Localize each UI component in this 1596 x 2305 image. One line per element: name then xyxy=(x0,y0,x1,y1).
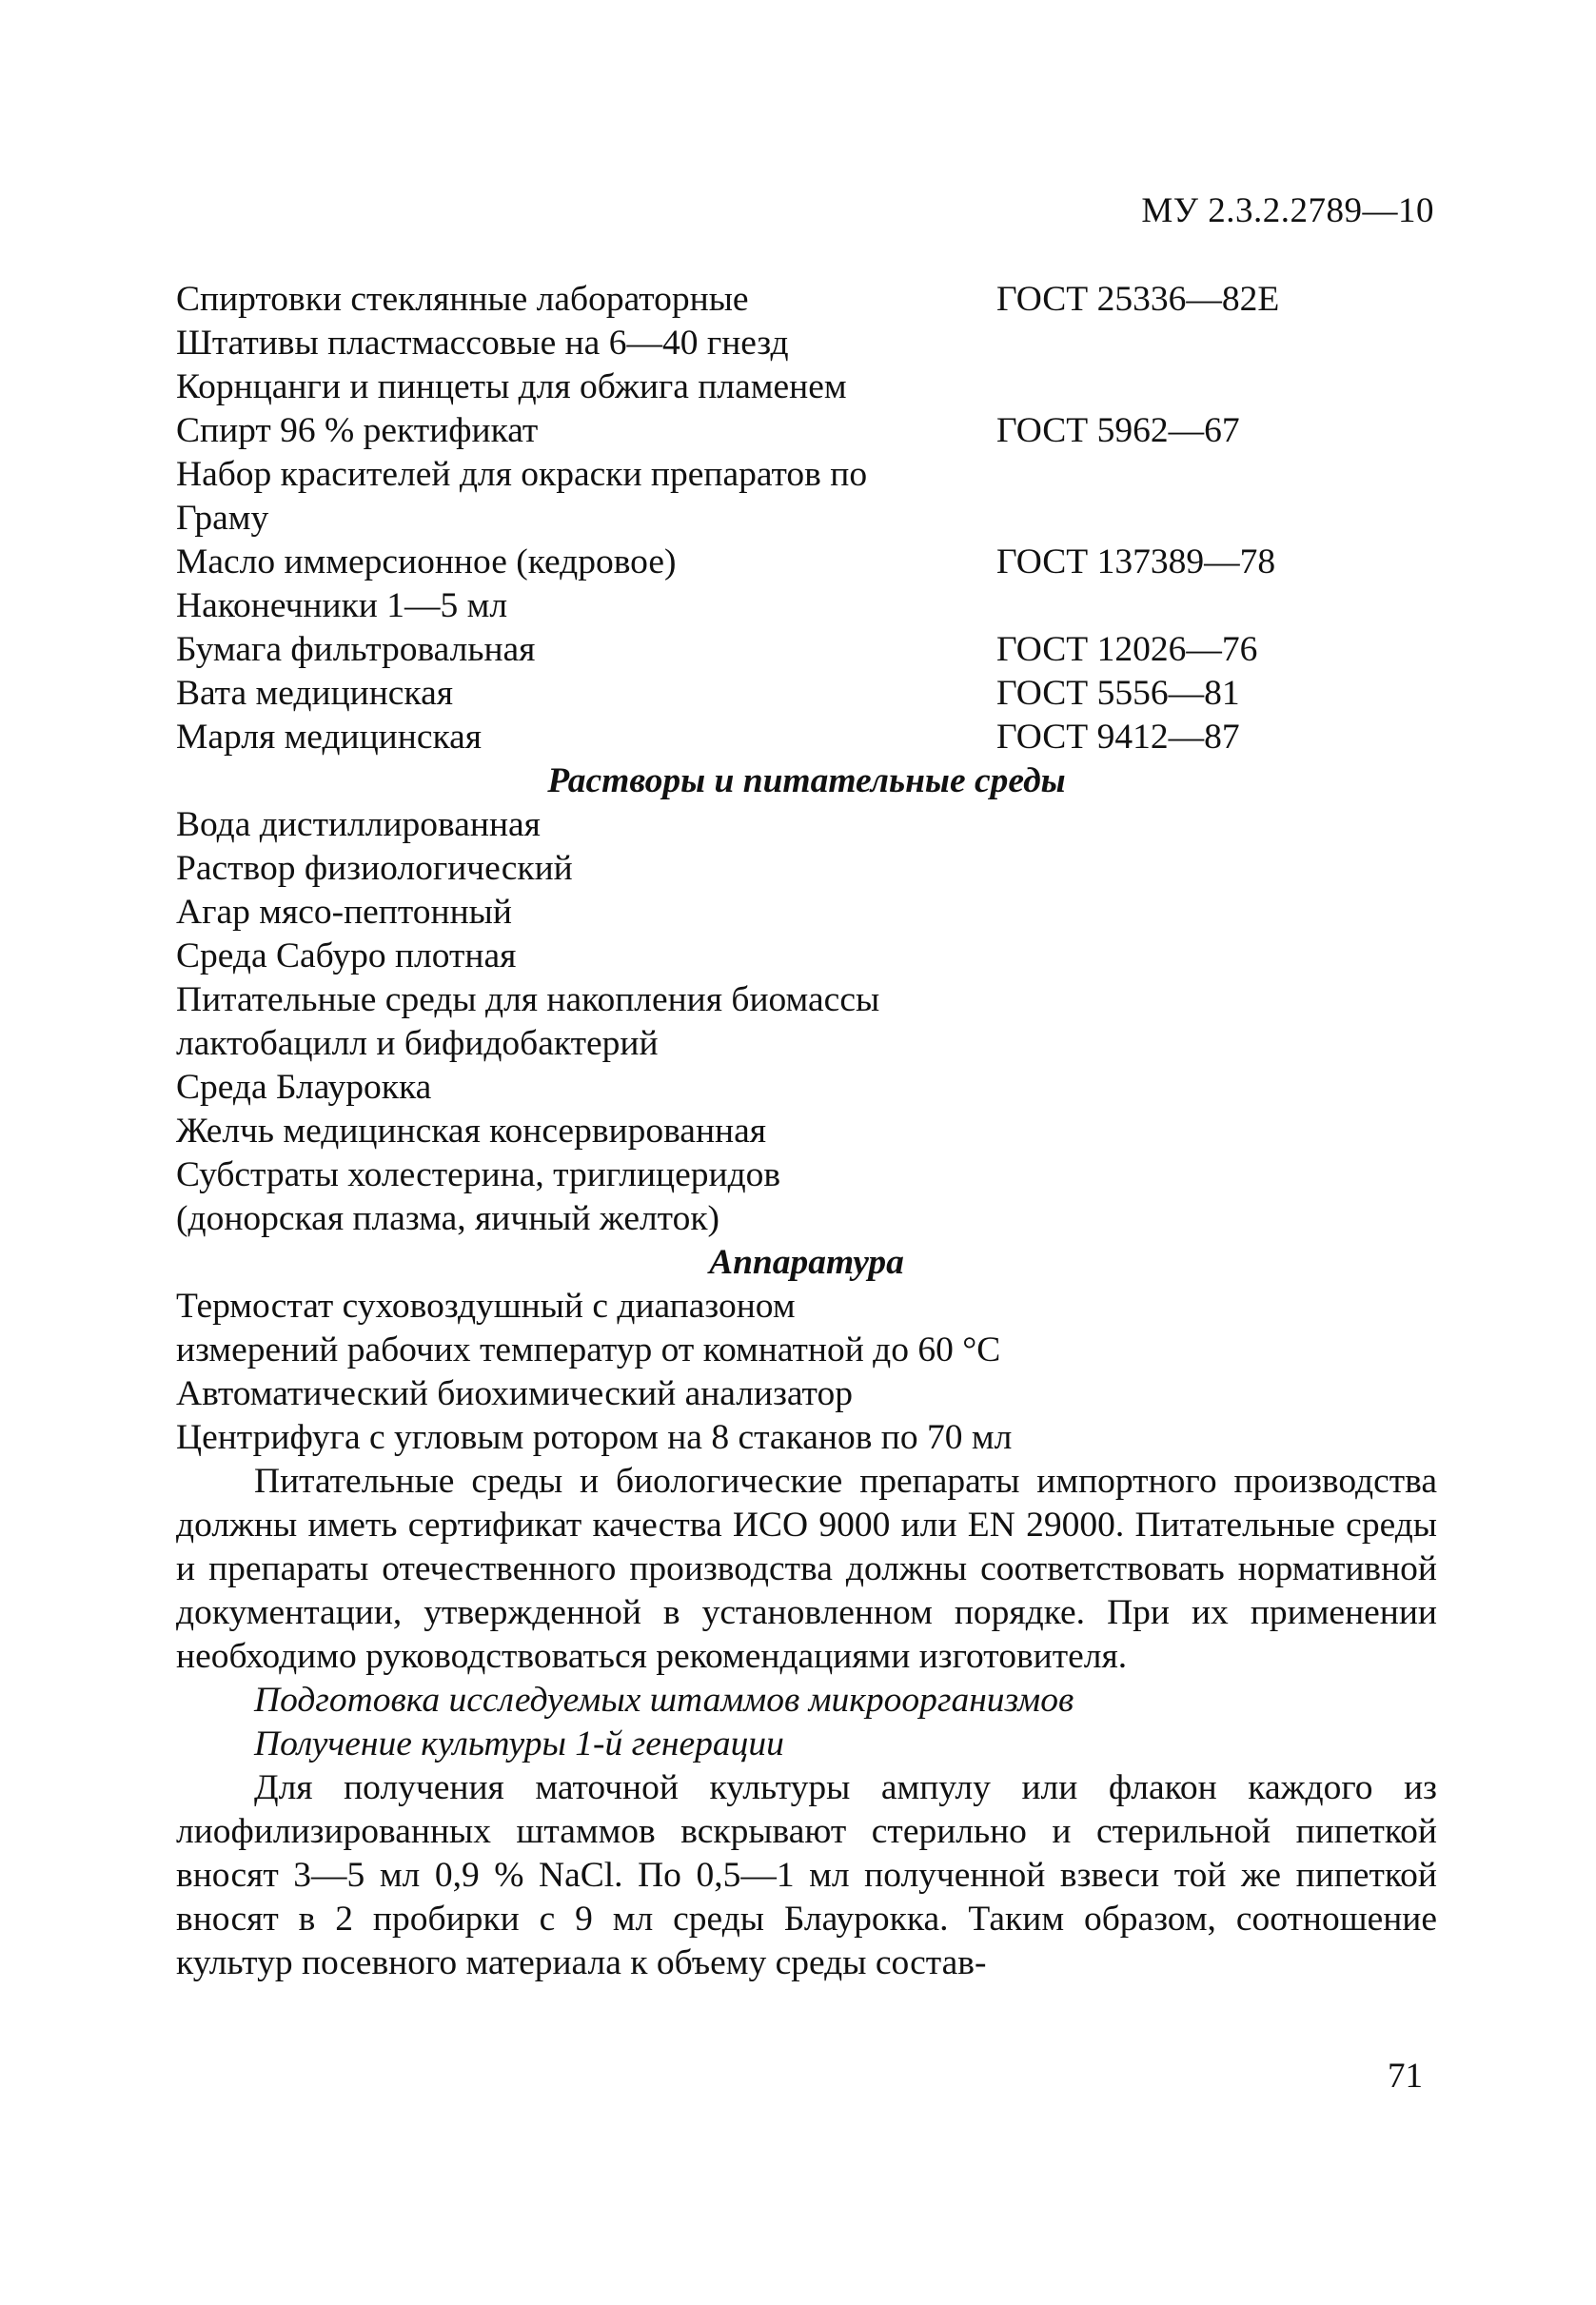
material-item xyxy=(176,584,1437,628)
material-name: Наконечники 1—5 мл xyxy=(176,586,508,625)
material-gost: ГОСТ 5962—67 xyxy=(996,411,1240,450)
list-item: лактобацилл и бифидобактерий xyxy=(176,1024,659,1063)
material-gost: ГОСТ 137389—78 xyxy=(996,542,1276,581)
material-item xyxy=(176,628,1437,672)
page-number: 71 xyxy=(1388,2057,1423,2096)
material-name: Спиртовки стеклянные лабораторные xyxy=(176,280,749,319)
material-item xyxy=(176,541,1437,584)
material-name: Бумага фильтровальная xyxy=(176,630,536,669)
list-item: Вода дистиллированная xyxy=(176,805,541,844)
material-name: Корнцанги и пинцеты для обжига пламенем xyxy=(176,367,847,406)
list-item: (донорская плазма, яичный желток) xyxy=(176,1199,720,1238)
material-name: Штативы пластмассовые на 6—40 гнезд xyxy=(176,324,789,363)
list-item: Среда Сабуро плотная xyxy=(176,936,517,975)
document-code-header: МУ 2.3.2.2789—10 xyxy=(1141,191,1434,230)
list-item: Питательные среды для накопления биомассы xyxy=(176,980,880,1019)
page-content xyxy=(176,278,1437,1985)
material-item xyxy=(176,497,1437,541)
list-item: Термостат суховоздушный с диапазоном xyxy=(176,1287,796,1326)
list-item: Агар мясо-пептонный xyxy=(176,893,512,932)
paragraph-import-certification: Питательные среды и биологические препараты импортного производства должны иметь сертификат качества ИСО 9000 или EN 29000. Питательные среды и препараты отечественного производства должны соответствовать нормативной документации, утвержденной в установленном порядке. При их применении необходимо руководствоваться рекомендациями изготовителя. xyxy=(176,1462,1437,1676)
material-gost: ГОСТ 12026—76 xyxy=(996,630,1258,669)
material-item xyxy=(176,716,1437,759)
material-name: Масло иммерсионное (кедровое) xyxy=(176,542,677,581)
list-item: Среда Блаурокка xyxy=(176,1068,432,1107)
material-item xyxy=(176,672,1437,716)
material-name: Граму xyxy=(176,499,269,538)
material-gost: ГОСТ 25336—82Е xyxy=(996,280,1280,319)
list-item: Автоматический биохимический анализатор xyxy=(176,1374,853,1413)
section-title-solutions: Растворы и питательные среды xyxy=(547,761,1066,800)
list-item: Желчь медицинская консервированная xyxy=(176,1112,766,1151)
material-name: Спирт 96 % ректификат xyxy=(176,411,539,450)
paragraph-mother-culture: Для получения маточной культуры ампулу или флакон каждого из лиофилизированных штаммов вскрывают стерильно и стерильной пипеткой вносят 3—5 мл 0,9 % NaCl. По 0,5—1 мл полученной взвеси той же пипеткой вносят в 2 пробирки с 9 мл среды Блаурокка. Таким образом, соотношение культур посевного материала к объему среды состав- xyxy=(176,1768,1437,1982)
material-item xyxy=(176,453,1437,497)
material-name: Набор красителей для окраски препаратов по xyxy=(176,455,868,494)
material-name: Вата медицинская xyxy=(176,674,453,713)
section-title-apparatus: Аппаратура xyxy=(709,1243,904,1282)
subheading-strain-preparation: Подготовка исследуемых штаммов микроорганизмов xyxy=(254,1681,1074,1720)
material-name: Марля медицинская xyxy=(176,718,483,757)
material-item xyxy=(176,278,1437,322)
list-item: Субстраты холестерина, триглицеридов xyxy=(176,1155,781,1194)
list-item: измерений рабочих температур от комнатной до 60 °С xyxy=(176,1330,1001,1369)
material-item xyxy=(176,322,1437,365)
materials-list xyxy=(176,278,1437,759)
material-gost: ГОСТ 9412—87 xyxy=(996,718,1240,757)
material-item xyxy=(176,409,1437,453)
list-item: Центрифуга с угловым ротором на 8 стаканов по 70 мл xyxy=(176,1418,1013,1457)
list-item: Раствор физиологический xyxy=(176,849,573,888)
material-item xyxy=(176,365,1437,409)
apparatus-list xyxy=(176,1285,1437,1460)
material-gost: ГОСТ 5556—81 xyxy=(996,674,1240,713)
solutions-list xyxy=(176,803,1437,1241)
subheading-first-generation-culture: Получение культуры 1-й генерации xyxy=(254,1724,784,1763)
